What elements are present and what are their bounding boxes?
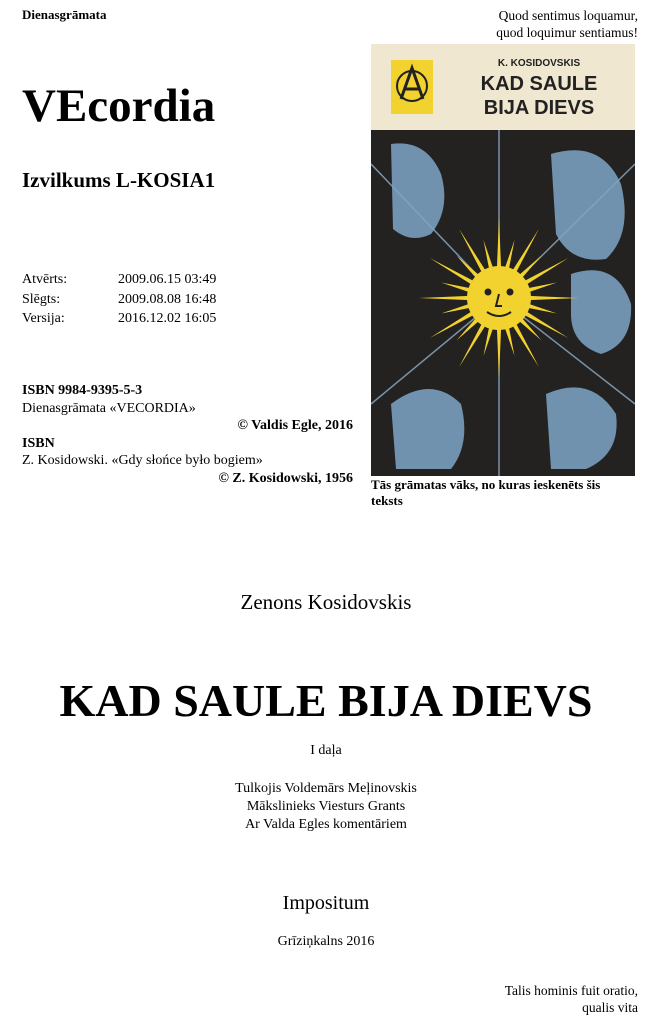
cover-title-line2: BIJA DIEVS [483, 97, 595, 119]
copyright-1: © Valdis Egle, 2016 [237, 418, 353, 433]
cover-author: K. KOSIDOVSKIS [497, 58, 581, 69]
book-cover-image [371, 44, 635, 476]
header-left: Dienasgrāmata [22, 7, 107, 22]
motto-top [496, 7, 638, 41]
meta-value: 2009.06.15 03:49 [118, 272, 217, 287]
motto-top-line1: Quod sentimus loquamur, [498, 8, 638, 23]
isbn-block [22, 382, 353, 487]
isbn-1: ISBN 9984-9395-5-3 [22, 383, 143, 398]
book-title: KAD SAULE BIJA DIEVS [59, 675, 593, 726]
isbn-2: ISBN [22, 435, 55, 451]
source-2: Z. Kosidowski. «Gdy słońce było bogiem» [22, 453, 263, 468]
meta-row-version [22, 309, 216, 329]
meta-row-opened [22, 270, 216, 290]
credit-artist: Mākslinieks Viesturs Grants [246, 799, 406, 814]
meta-value: 2009.08.08 16:48 [118, 291, 217, 307]
credits [0, 780, 652, 834]
cover-title-line1: KAD SAULE [480, 73, 598, 95]
brand-title: VEcordia [22, 80, 216, 132]
meta-label: Atvērts: [22, 272, 68, 287]
credit-comments: Ar Valda Egles komentāriem [245, 817, 407, 832]
place-year: Grīziņkalns 2016 [277, 934, 375, 949]
extract-id: Izvilkums L-KOSIA1 [22, 168, 216, 192]
motto-bottom [505, 982, 638, 1016]
meta-row-closed [22, 290, 216, 310]
greek-figure-icon [391, 389, 464, 469]
book-cover-illustration [371, 44, 635, 476]
meta-value: 2016.12.02 16:05 [118, 311, 217, 326]
book-author: Zenons Kosidovskis [240, 590, 412, 614]
motto-bottom-line1: Talis hominis fuit oratio, [504, 983, 638, 998]
book-part: I daļa [310, 743, 342, 758]
cover-caption: Tās grāmatas vāks, no kuras ieskenēts šis teksts [371, 477, 601, 508]
copyright-2: © Z. Kosidowski, 1956 [218, 470, 353, 486]
meta-label: Versija: [22, 311, 65, 326]
meta-table [22, 270, 216, 329]
impositum: Impositum [282, 892, 370, 914]
source-1: Dienasgrāmata «VECORDIA» [22, 400, 196, 416]
motto-bottom-line2: qualis vita [582, 1000, 638, 1015]
publisher-logo-icon [391, 60, 433, 114]
meta-label: Slēgts: [22, 291, 61, 307]
motto-top-line2: quod loquimur sentiamus! [496, 25, 638, 40]
credit-translator: Tulkojis Voldemārs Meļinovskis [235, 781, 417, 796]
